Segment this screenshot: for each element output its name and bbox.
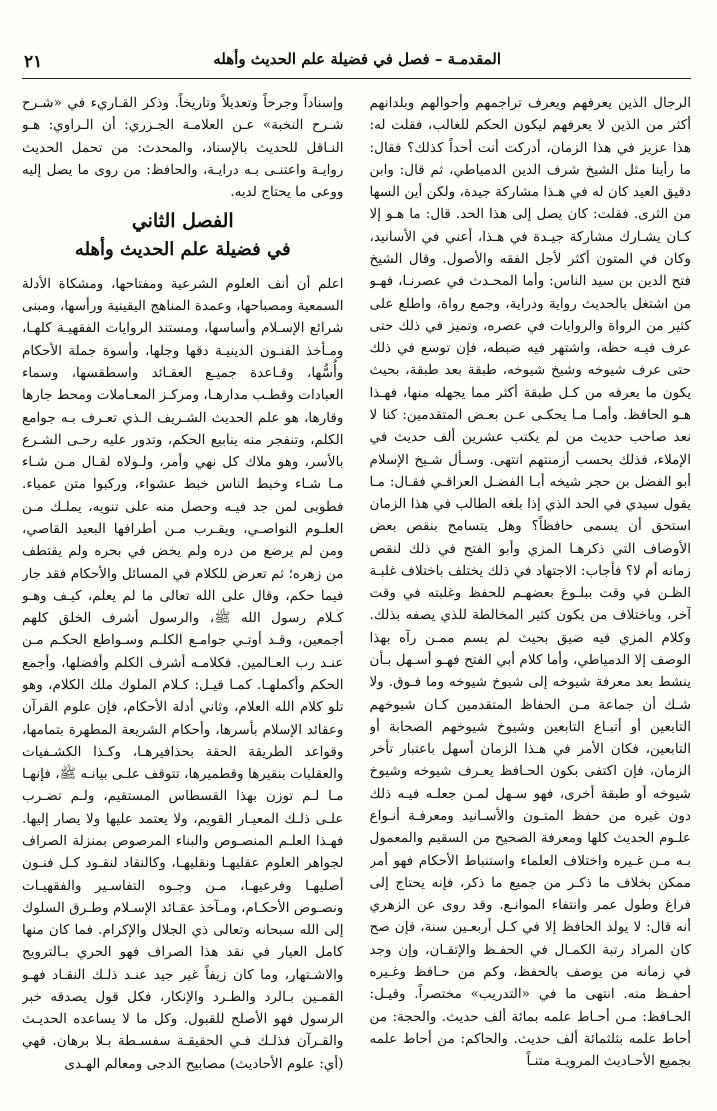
running-title: المقدمـة – فصل في فضيلة علم الحديث وأهله bbox=[213, 50, 501, 68]
left-column bbox=[22, 92, 344, 1089]
right-column bbox=[370, 92, 692, 1089]
page-header bbox=[22, 46, 691, 79]
text-columns bbox=[22, 92, 691, 1089]
left-column-body: اعلم أن أنف العلوم الشرعية ومفتاحها، ومشكاة الأدلة السمعية ومصباحها، وعمدة المناهج اليقينية ورأسها، ومبنى شرائع الإسـلام وأساسها، ومستند الروايات الفقهيـة كلهـا، ومـأخذ الفنـون الدينيـة دقها وجلها، وأسوة جملة الأحكام وأُسُّها، وقـاعدة جميـع العقـائد واسطقسها، وسماء العبادات وقطـب مدارهـا، ومركـز المعـاملات ومحط جارها وقارها، هو علم الحديث الشـريف الـذي تعـرف بـه جوامع الكلم، وتنفجر منه ينابيع الحكم، وتدور عليه رحـى الشـرع بالأسر، وهو ملاك كل نهي وأمر، ولـولاه لقـال مـن شـاء مـا شـاء وخبط الناس خبط عشواء، وركبوا متن عمياء. فطوبى لمن جد فيـه وحصل منه على تنويه، يملـك مـن العلـوم النواصـي، ويقـرب مـن أطرافها البعيد القاصي، ومن لم يرضع من دره ولم يخض في بحره ولم يقتطف من زهره؛ ثم تعرض للكلام في المسائل والأحكام فقد جار فيما حكم، وقال على الله تعالى ما لم يعلم، كيـف وهـو كـلام رسول الله ﷺ، والرسول أشرف الخلق كلهم أجمعين، وقـد أوتـي جوامـع الكلـم وسـواطع الحكـم مـن عنـد رب العـالمين. فكلامـه أشرف الكلم وأفضلها، وأجمع الحكم وأكملهـا. كمـا قيـل: كـلام الملوك ملك الكلام، وهو تلو كلام الله العلام، وثاني أدلة الأحكام، فإن علوم القرآن وعقائد الإسلام بأسرها، وأحكام الشريعة المطهرة بتمامها، وقواعد الطريقة الحقة بحذافيرهـا، وكـذا الكشـفيات والعقليات بنقيرها وقطميرها، تتوقف علـى بيانـه ﷺ، فإنهـا مـا لـم توزن بهذا القسطاس المستقيم، ولـم تضـرب علـى ذلـك المعيـار القويم، ولا يعتمد عليها ولا يصار إليها. فهـذا العلـم المنصـوص والبناء المرصوص بمنزلة الصراف لجواهر العلوم عقليهـا ونقليهـا، وكالنقاد لنقـود كـل فنـون أصليهـا وفرعيهـا، مـن وجـوه التفاسـير والفقهيـات ونصـوص الأحكـام، ومـآخذ عقـائد الإسـلام وطـرق السلوك إلى الله سبحانه وتعالى ذي الجلال والإكرام. فما كان منها كامل العيار في نقد هذا الصراف فهو الحري بـالترويج والاشـتهار، وما كان زيفاً غير جيد عنـد ذلـك النقـاد فهـو القمـين بـالرد والطـرد والإنكار، فكل قول يصدقه خبر الرسول فهو الأصلح للقبول. وكل ما لا يساعده الحديـث والقـرآن فذلـك فـي الحقيقـة سفسـطة بـلا برهان. فهي (أي: علوم الأحاديث) مصابيح الدجى ومعالم الهـدى bbox=[22, 275, 344, 1072]
chapter-heading bbox=[22, 207, 344, 263]
page-number: ٢١ bbox=[24, 52, 43, 72]
chapter-subtitle: في فضيلة علم الحديث وأهله bbox=[74, 238, 291, 260]
right-column-text: الرجال الذين يعرفهم ويعرف تراجمهم وأحوالهم وبلدانهم أكثر من الذين لا يعرفهم ليكون الحكم للغالب، فقلت له: هذا عزيز في هذا الزمان، أدركت أنت أحداً كذلك؟ فقال: ما رأينا مثل الشيخ شرف الدين الدمياطي، ثم قال: وابن دقيق العيد كان له في هـذا مشاركة جيدة، ولكن أين السها من الثرى. فقلت: كان يصل إلى هذا الحد. قال: ما هـو إلا كـان يشـارك مشاركة جيـدة في هـذا، أعني في الأسانيد، وكان في المتون أكثر لأجل الفقه والأصول. وقال الشيخ فتح الدين بن سيد الناس: وأما المحـدث في عصرنـا، فهـو من اشتغل بالحديث رواية ودراية، وجمع رواة، واطلع على كثير من الرواة والروايات في عصره، وتميز في ذلك حتى عرف فيـه حظه، واشتهر فيه ضبطه، فإن توسع في ذلك حتى عرف شيوخه وشيخ شيوخه، طبقة بعد طبقة، بحيث يكون ما يعرفه من كـل طبقة أكثر مما يجهله منها، فهـذا هـو الحافظ. وأمـا مـا يحكـى عـن بعـض المتقدمين: كنا لا نعد صاحب حديث من لم يكتب عشرين ألف حديث في الإملاء، فذلك بحسب أزمنتهم انتهى. وسـأل شـيخ الإسلام أبو الفضل بن حجر شيخه أبـا الفضـل العراقـي فقـال: مـا يقول سيدي في الحد الذي إذا بلغه الطالب في هذا الزمان استحق أن يسمى حافظاً؟ وهل يتسامح بنقص بعض الأوصاف التي ذكرهـا المزي وأبو الفتح في ذلك لنقص زمانه أم لا؟ فأجاب: الاجتهاد في ذلك يختلف باختلاف غلبـة الظـن في وقت ببلـوغ بعضهـم للحفظ وغلبته في وقت آخر، وباختلاف من يكون كثير المخالطة للذي يصفه بذلك. وكلام المزي فيه ضيق بحيث لم يسم ممـن رآه بهذا الوصف إلا الدمياطي، وأما كلام أبي الفتح فهـو أسـهل بـأن ينشط بعد معرفة شيوخه إلى شيوخ شيوخه وما فـوق. ولا شـك أن جماعة مـن الحفاظ المتقدمين كـان شيوخهم التابعين أو أتبـاع التابعين وشيوخ شيوخهم الصحابة أو التابعين، فكان الأمر في هـذا الزمان أسهل باعتبار تأخر الزمان، فإن اكتفى بكون الحـافظ يعـرف شيوخه وشيوخ شيوخه أو طبقة أخرى، فهو سـهل لمـن جعلـه فيـه ذلك دون غيره من حفظ المتـون والأسـانيد ومعرفـة أنـواع علـوم الحديث كلها ومعرفة الصحيح من السقيم والمعمول بـه مـن غـيره واختلاف العلماء واستنباط الأحكام فهو أمر ممكن بخلاف ما ذكـر من جميع ما ذكر، فإنه يحتاج إلى فراغ وطول عمر وانتفاء الموانـع. وقد روى عن الزهري أنه قال: لا يولد الحافظ إلا في كـل أربعـين سنة، فإن صح كان المراد رتبة الكمـال في الحفـظ والإتقـان، وإن وجد في زمانه من يوصف بالحفظ، وكم من حـافظ وغـيره أحفـظ منه. انتهى ما في «التدريب» مختصراً. وقيـل: الحـافظ: مـن أحـاط علمه بمائة ألف حديث. والحجة: من أحاط علمه بثلثمائة ألف حديث. والحاكم: من أحاط علمه بجميع الأحـاديث المرويـة متنـاً bbox=[369, 95, 691, 1070]
chapter-title: الفصل الثاني bbox=[131, 210, 234, 233]
left-column-intro: وإسناداً وجرحاً وتعديلاً وتاريخاً. وذكر القـاريء في «شـرح شـرح النخبة» عـن العلامـة الجـزري: أن الـراوي: هـو النـاقل للحديث بالإسناد، والمحدث: من تحمل الحديث روايـة واعتنـى بـه درايـة، والحافظ: من روى ما يصل إليه ووعى ما يحتاج لديه. bbox=[22, 95, 344, 201]
